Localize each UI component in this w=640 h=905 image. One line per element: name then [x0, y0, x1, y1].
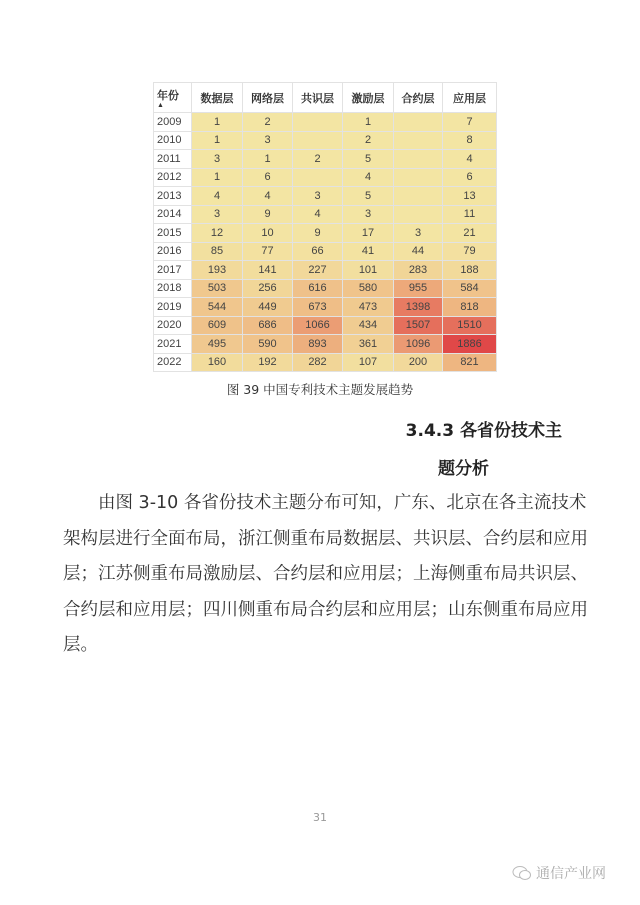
value-cell: 893 — [293, 335, 343, 354]
value-cell: 7 — [443, 113, 497, 132]
value-cell: 8 — [443, 131, 497, 150]
value-cell: 2 — [293, 150, 343, 169]
value-cell: 590 — [243, 335, 293, 354]
table-row — [154, 187, 497, 206]
column-header — [343, 83, 394, 113]
year-cell: 2018 — [154, 279, 192, 298]
value-cell: 495 — [192, 335, 243, 354]
value-cell: 1 — [343, 113, 394, 132]
value-cell: 9 — [293, 224, 343, 243]
value-cell: 6 — [243, 168, 293, 187]
year-cell: 2019 — [154, 298, 192, 317]
watermark — [512, 863, 606, 883]
year-cell: 2021 — [154, 335, 192, 354]
value-cell: 3 — [192, 150, 243, 169]
body-line: 合约层和应用层；四川侧重布局合约层和应用层；山东侧重布局应用 — [63, 599, 588, 620]
value-cell: 580 — [343, 279, 394, 298]
value-cell: 141 — [243, 261, 293, 280]
value-cell: 13 — [443, 187, 497, 206]
value-cell: 6 — [443, 168, 497, 187]
column-header — [192, 83, 243, 113]
value-cell: 3 — [343, 205, 394, 224]
value-cell: 41 — [343, 242, 394, 261]
column-header — [243, 83, 293, 113]
value-cell: 282 — [293, 353, 343, 372]
value-cell: 11 — [443, 205, 497, 224]
column-header-label: 数据层 — [200, 92, 234, 105]
value-cell: 4 — [343, 168, 394, 187]
table-row — [154, 335, 497, 354]
body-line: 层。 — [63, 635, 98, 655]
table-row — [154, 242, 497, 261]
value-cell: 3 — [394, 224, 443, 243]
year-cell: 2013 — [154, 187, 192, 206]
value-cell: 686 — [243, 316, 293, 335]
column-header-label: 年份 — [157, 89, 179, 102]
wechat-icon — [512, 865, 532, 881]
value-cell: 544 — [192, 298, 243, 317]
year-cell: 2017 — [154, 261, 192, 280]
value-cell: 21 — [443, 224, 497, 243]
value-cell — [394, 150, 443, 169]
value-cell: 5 — [343, 187, 394, 206]
value-cell: 616 — [293, 279, 343, 298]
value-cell: 2 — [343, 131, 394, 150]
body-line: 由图 3-10 各省份技术主题分布可知，广东、北京在各主流技术 — [63, 493, 587, 513]
value-cell: 107 — [343, 353, 394, 372]
value-cell: 160 — [192, 353, 243, 372]
value-cell: 584 — [443, 279, 497, 298]
value-cell: 449 — [243, 298, 293, 317]
value-cell: 1886 — [443, 335, 497, 354]
section-heading: 3.4.3 各省份技术主 — [405, 421, 562, 441]
value-cell: 4 — [293, 205, 343, 224]
value-cell: 1 — [192, 113, 243, 132]
value-cell: 77 — [243, 242, 293, 261]
value-cell: 3 — [293, 187, 343, 206]
value-cell: 818 — [443, 298, 497, 317]
value-cell: 673 — [293, 298, 343, 317]
table-row — [154, 298, 497, 317]
value-cell: 1066 — [293, 316, 343, 335]
column-header-label: 应用层 — [453, 92, 486, 105]
body-line: 架构层进行全面布局，浙江侧重布局数据层、共识层、合约层和应用 — [63, 528, 588, 549]
year-cell: 2022 — [154, 353, 192, 372]
column-header-year[interactable] — [154, 83, 192, 113]
value-cell: 193 — [192, 261, 243, 280]
value-cell — [293, 113, 343, 132]
value-cell — [394, 131, 443, 150]
value-cell: 1 — [243, 150, 293, 169]
value-cell: 101 — [343, 261, 394, 280]
watermark-text: 通信产业网 — [536, 866, 606, 882]
value-cell — [394, 205, 443, 224]
year-cell: 2015 — [154, 224, 192, 243]
figure-caption: 图 39 中国专利技术主题发展趋势 — [226, 382, 414, 397]
value-cell: 1 — [192, 131, 243, 150]
value-cell: 1096 — [394, 335, 443, 354]
table-row — [154, 261, 497, 280]
body-paragraph — [63, 486, 588, 664]
year-cell: 2016 — [154, 242, 192, 261]
value-cell: 4 — [192, 187, 243, 206]
column-header-label: 共识层 — [301, 92, 334, 105]
value-cell: 3 — [192, 205, 243, 224]
value-cell: 79 — [443, 242, 497, 261]
value-cell: 227 — [293, 261, 343, 280]
value-cell: 434 — [343, 316, 394, 335]
year-cell: 2011 — [154, 150, 192, 169]
value-cell: 821 — [443, 353, 497, 372]
sort-ascending-icon[interactable]: ▲ — [157, 101, 164, 109]
value-cell: 955 — [394, 279, 443, 298]
table-row — [154, 150, 497, 169]
patent-topic-heatmap-table — [153, 82, 497, 372]
table-row — [154, 279, 497, 298]
value-cell: 192 — [243, 353, 293, 372]
value-cell: 1398 — [394, 298, 443, 317]
value-cell: 283 — [394, 261, 443, 280]
value-cell: 3 — [243, 131, 293, 150]
value-cell: 4 — [443, 150, 497, 169]
value-cell: 66 — [293, 242, 343, 261]
value-cell: 12 — [192, 224, 243, 243]
value-cell: 1510 — [443, 316, 497, 335]
table-row — [154, 168, 497, 187]
value-cell: 473 — [343, 298, 394, 317]
column-header-label: 网络层 — [251, 92, 284, 105]
value-cell — [394, 113, 443, 132]
column-header-label: 激励层 — [351, 92, 385, 105]
column-header — [293, 83, 343, 113]
value-cell: 5 — [343, 150, 394, 169]
table-row — [154, 316, 497, 335]
page-number: 31 — [313, 811, 327, 824]
value-cell: 1 — [192, 168, 243, 187]
value-cell: 4 — [243, 187, 293, 206]
value-cell: 200 — [394, 353, 443, 372]
value-cell — [394, 168, 443, 187]
year-cell: 2010 — [154, 131, 192, 150]
value-cell — [293, 131, 343, 150]
value-cell: 503 — [192, 279, 243, 298]
year-cell: 2009 — [154, 113, 192, 132]
table-row — [154, 113, 497, 132]
year-cell: 2014 — [154, 205, 192, 224]
value-cell: 17 — [343, 224, 394, 243]
value-cell: 361 — [343, 335, 394, 354]
table-row — [154, 131, 497, 150]
value-cell: 85 — [192, 242, 243, 261]
value-cell: 44 — [394, 242, 443, 261]
value-cell: 1507 — [394, 316, 443, 335]
table-row — [154, 205, 497, 224]
section-heading-continued: 题分析 — [438, 459, 489, 479]
value-cell: 188 — [443, 261, 497, 280]
value-cell: 256 — [243, 279, 293, 298]
value-cell: 10 — [243, 224, 293, 243]
value-cell — [394, 187, 443, 206]
value-cell: 2 — [243, 113, 293, 132]
body-line: 层；江苏侧重布局激励层、合约层和应用层；上海侧重布局共识层、 — [63, 564, 588, 584]
year-cell: 2012 — [154, 168, 192, 187]
table-header-row — [154, 83, 497, 113]
column-header — [443, 83, 497, 113]
table-row — [154, 224, 497, 243]
value-cell: 609 — [192, 316, 243, 335]
column-header-label: 合约层 — [401, 92, 435, 105]
value-cell — [293, 168, 343, 187]
table-row — [154, 353, 497, 372]
column-header — [394, 83, 443, 113]
year-cell: 2020 — [154, 316, 192, 335]
value-cell: 9 — [243, 205, 293, 224]
